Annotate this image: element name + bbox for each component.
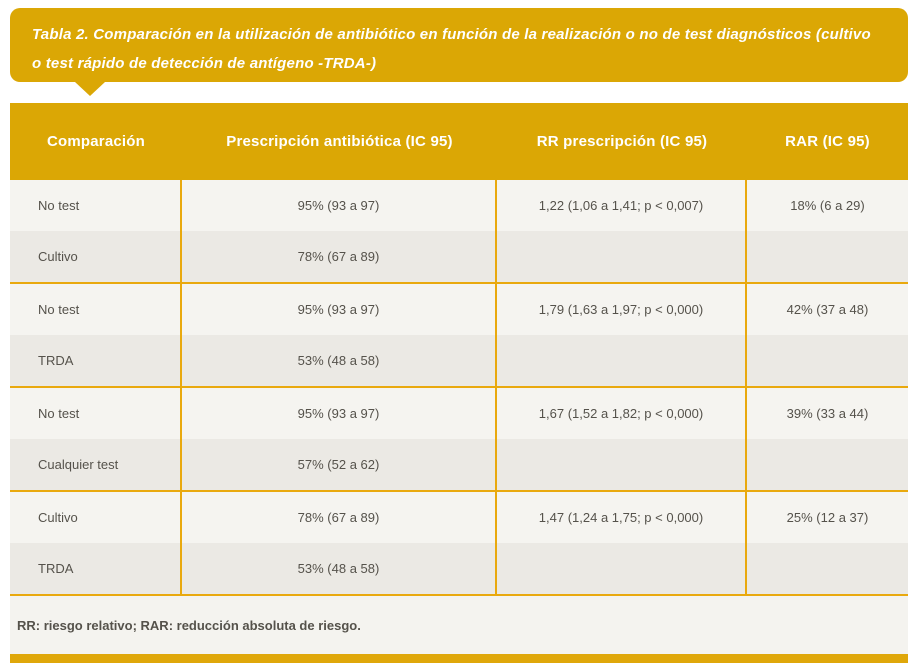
table-row bbox=[10, 439, 908, 492]
cell-comparacion: Cultivo bbox=[10, 231, 182, 282]
table-row bbox=[10, 543, 908, 596]
cell-rr bbox=[497, 231, 747, 282]
table-header-row bbox=[10, 103, 908, 180]
column-header-prescripcion: Prescripción antibiótica (IC 95) bbox=[226, 133, 453, 150]
cell-rr bbox=[497, 543, 747, 594]
column-header-rr: RR prescripción (IC 95) bbox=[536, 133, 708, 150]
cell-rr bbox=[497, 335, 747, 386]
cell-comparacion: No test bbox=[10, 284, 182, 335]
table-footnote bbox=[10, 596, 908, 654]
cell-comparacion: Cultivo bbox=[10, 492, 182, 543]
cell-prescripcion: 53% (48 a 58) bbox=[182, 335, 497, 386]
table-row bbox=[10, 388, 908, 439]
cell-rar bbox=[747, 543, 908, 594]
cell-comparacion: TRDA bbox=[10, 335, 182, 386]
cell-prescripcion: 95% (93 a 97) bbox=[182, 180, 497, 231]
table-row bbox=[10, 180, 908, 231]
cell-rar: 42% (37 a 48) bbox=[786, 302, 869, 317]
cell-rr: 1,79 (1,63 a 1,97; p < 0,000) bbox=[497, 284, 747, 335]
cell-comparacion: TRDA bbox=[10, 543, 182, 594]
table-row bbox=[10, 335, 908, 388]
cell-rar bbox=[747, 439, 908, 490]
table-row bbox=[10, 492, 908, 543]
cell-rar bbox=[747, 335, 908, 386]
cell-comparacion: Cualquier test bbox=[10, 439, 182, 490]
cell-prescripcion: 78% (67 a 89) bbox=[182, 231, 497, 282]
table-row bbox=[10, 231, 908, 284]
cell-prescripcion: 57% (52 a 62) bbox=[182, 439, 497, 490]
cell-comparacion: No test bbox=[10, 180, 182, 231]
cell-rr: 1,22 (1,06 a 1,41; p < 0,007) bbox=[497, 180, 747, 231]
cell-rar: 39% (33 a 44) bbox=[786, 406, 869, 421]
column-header-rar: RAR (IC 95) bbox=[785, 133, 870, 150]
cell-prescripcion: 95% (93 a 97) bbox=[182, 388, 497, 439]
cell-prescripcion: 53% (48 a 58) bbox=[182, 543, 497, 594]
table-title-bubble bbox=[10, 8, 908, 82]
cell-prescripcion: 95% (93 a 97) bbox=[182, 284, 497, 335]
cell-prescripcion: 78% (67 a 89) bbox=[182, 492, 497, 543]
table-row bbox=[10, 284, 908, 335]
bottom-accent-bar bbox=[10, 654, 908, 663]
footnote-text: RR: riesgo relativo; RAR: reducción absoluta de riesgo. bbox=[17, 617, 361, 633]
cell-rar: 25% (12 a 37) bbox=[786, 510, 869, 525]
cell-rar bbox=[747, 231, 908, 282]
cell-comparacion: No test bbox=[10, 388, 182, 439]
cell-rr: 1,47 (1,24 a 1,75; p < 0,000) bbox=[497, 492, 747, 543]
cell-rr: 1,67 (1,52 a 1,82; p < 0,000) bbox=[497, 388, 747, 439]
cell-rar: 18% (6 a 29) bbox=[790, 198, 865, 213]
column-header-comparacion: Comparación bbox=[46, 133, 146, 150]
comparison-table bbox=[10, 103, 908, 663]
cell-rr bbox=[497, 439, 747, 490]
title-tail-pointer bbox=[75, 82, 105, 96]
table-title: Tabla 2. Comparación en la utilización de antibiótico en función de la realización o no de test diagnósticos (cultivo o test rápido de detección de antígeno -TRDA-) bbox=[32, 26, 871, 72]
